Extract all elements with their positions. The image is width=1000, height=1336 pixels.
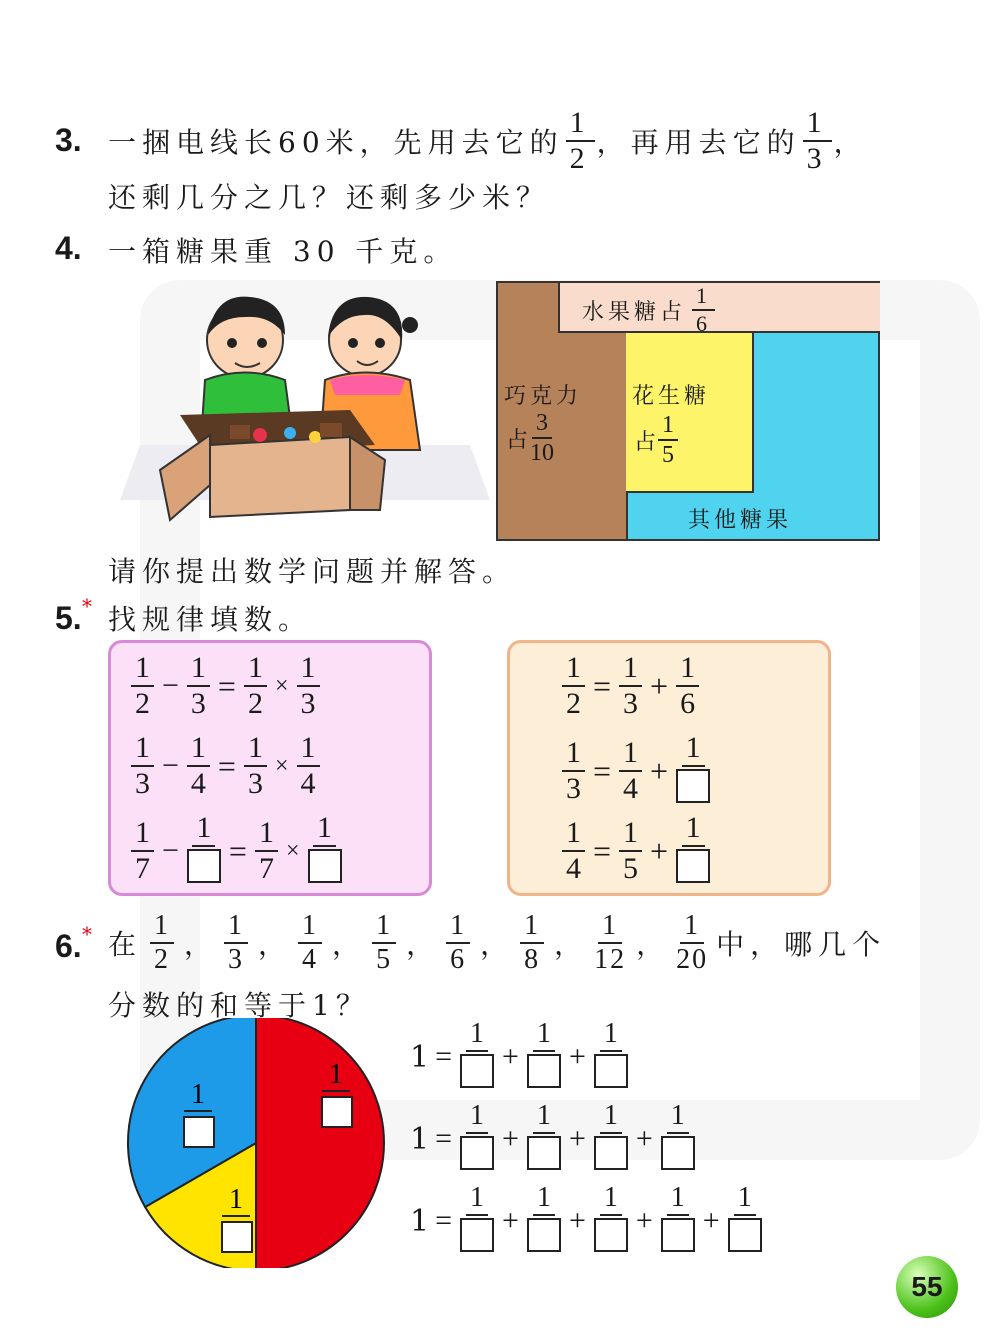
page-number-badge: 55 [896, 1256, 958, 1318]
fraction: $\frac{1}{4}$ [619, 738, 642, 804]
fraction-blank[interactable]: 1 [661, 1102, 695, 1176]
q5-star: * [82, 594, 92, 618]
plus-sign: + [635, 1122, 653, 1155]
fraction-option: $\frac{1}{3}$ [224, 912, 248, 974]
equals-sign: = [593, 667, 612, 704]
q3-frac-third: $\frac{1}{3}$ [803, 108, 832, 174]
fraction: $\frac{1}{2}$ [562, 653, 585, 719]
plus-sign: + [650, 752, 669, 789]
plus-sign: + [650, 832, 669, 869]
comma: ， [636, 928, 667, 961]
equals-sign: = [435, 1122, 453, 1155]
pie-slice-label: 1 [191, 1079, 205, 1110]
fraction-option: $\frac{1}{2}$ [150, 912, 174, 974]
equals-sign: = [435, 1204, 453, 1237]
fraction-option: $\frac{1}{4}$ [298, 912, 322, 974]
equation-lhs: 1 [410, 1039, 430, 1075]
fraction: $\frac{1}{4}$ [562, 818, 585, 884]
equation-lhs: 1 [410, 1121, 430, 1157]
fraction-option: $\frac{1}{5}$ [372, 912, 396, 974]
fraction-blank[interactable]: 1 [460, 1184, 494, 1258]
q5-right-row [560, 813, 712, 889]
plus-sign: + [502, 1204, 519, 1237]
sum-equation [410, 1184, 764, 1258]
other-candy-label: 其他糖果 [688, 508, 793, 533]
equals-sign: = [435, 1040, 453, 1073]
answer-box[interactable] [322, 1097, 352, 1127]
comma: ， [480, 928, 511, 961]
q3-line2: 还剩几分之几？还剩多少米？ [108, 181, 551, 214]
times-sign: × [274, 672, 289, 699]
fraction: $\frac{1}{3}$ [619, 653, 642, 719]
chocolate-label: 巧克力 [504, 384, 583, 409]
fraction-option: $\frac{1}{6}$ [446, 912, 470, 974]
peanut-candy-fraction: 占 $\frac{1}{5}$ [634, 413, 680, 467]
comma: ， [406, 928, 437, 961]
q6-line1: 在 $\frac{1}{2}$ ， $\frac{1}{3}$ ， $\frac{1}{4}$ ， $\frac{1}{5}$ ， $\frac{1}{6}$ ， $\frac{1}{8}$ ， $\frac{1}{12}$ ， $\frac{1}{20}$ 中，哪几个 [108, 910, 887, 975]
equals-sign: = [228, 832, 247, 869]
q5-left-row [129, 653, 322, 719]
fraction: $\frac{1}{4}$ [297, 733, 320, 799]
fraction: $\frac{1}{3}$ [297, 653, 320, 719]
plus-sign: + [568, 1204, 586, 1237]
fraction: $\frac{1}{5}$ [619, 818, 642, 884]
plus-sign: + [568, 1122, 586, 1155]
q5-number: 5. [55, 600, 82, 636]
pie-slice-label: 1 [329, 1059, 343, 1090]
comma: ， [258, 928, 289, 961]
times-sign: × [285, 837, 300, 864]
fraction-pie-chart [120, 1018, 392, 1268]
fraction-blank[interactable]: 1 [460, 1020, 494, 1094]
plus-sign: + [635, 1204, 653, 1237]
comma: ， [184, 928, 215, 961]
q4-number: 4. [55, 230, 82, 266]
equals-sign: = [593, 832, 612, 869]
plus-sign: + [502, 1122, 519, 1155]
q3-text-b: ，再用去它的 [596, 126, 801, 159]
candy-composition-diagram [496, 281, 880, 541]
q4-prompt: 请你提出数学问题并解答。 [108, 555, 517, 588]
times-sign: × [274, 752, 289, 779]
pie-slice [256, 1018, 384, 1268]
q3-text-a: 一捆电线长60米，先用去它的 [108, 126, 564, 159]
fraction-option: $\frac{1}{20}$ [676, 910, 709, 975]
q5-right-row [560, 653, 701, 719]
equals-sign: = [217, 747, 236, 784]
fraction: $\frac{1}{7}$ [131, 818, 154, 884]
fraction: $\frac{1}{2}$ [244, 653, 267, 719]
minus-sign: − [162, 749, 179, 782]
fraction-option: $\frac{1}{12}$ [594, 910, 627, 975]
fraction-blank[interactable]: 1 [728, 1184, 762, 1258]
comma: ， [554, 928, 585, 961]
plus-sign: + [650, 667, 669, 704]
peanut-candy-label: 花生糖 [632, 384, 711, 409]
q6-line2: 分数的和等于1？ [108, 989, 370, 1022]
fraction: $\frac{1}{3}$ [187, 653, 210, 719]
fraction[interactable]: 1 [308, 813, 342, 889]
sum-equation [410, 1102, 697, 1176]
equals-sign: = [593, 752, 612, 789]
q6-star: * [82, 922, 92, 946]
fraction: $\frac{1}{2}$ [131, 653, 154, 719]
answer-box[interactable] [184, 1117, 214, 1147]
equation-lhs: 1 [410, 1203, 430, 1239]
fraction: $\frac{1}{6}$ [676, 653, 699, 719]
kids-candy-box-illustration [120, 285, 490, 525]
sum-equation [410, 1020, 630, 1094]
fraction: $\frac{1}{3}$ [131, 733, 154, 799]
fraction-blank[interactable]: 1 [460, 1102, 494, 1176]
fraction-blank[interactable]: 1 [527, 1102, 561, 1176]
chocolate-fraction: 占 $\frac{3}{10}$ [506, 410, 555, 466]
fraction-blank[interactable]: 1 [661, 1184, 695, 1258]
plus-sign: + [502, 1040, 519, 1073]
fraction[interactable]: 1 [676, 733, 710, 809]
q3-number: 3. [55, 122, 82, 158]
fraction[interactable]: 1 [187, 813, 221, 889]
q5-right-panel [507, 640, 831, 896]
minus-sign: − [162, 669, 179, 702]
answer-box[interactable] [222, 1222, 252, 1252]
q3-frac-half: $\frac{1}{2}$ [566, 108, 595, 174]
plus-sign: + [568, 1040, 586, 1073]
fraction[interactable]: 1 [676, 813, 710, 889]
fruit-candy-label: 水果糖占 $\frac{1}{6}$ [582, 285, 717, 335]
q4-text: 一箱糖果重 30 千克。 [108, 235, 458, 268]
q5-text: 找规律填数。 [108, 603, 313, 636]
pie-slice-label: 1 [229, 1184, 243, 1215]
fraction-option: $\frac{1}{8}$ [520, 912, 544, 974]
q5-right-row [560, 733, 712, 809]
plus-sign: + [702, 1204, 720, 1237]
q5-left-row [129, 733, 322, 799]
fraction: $\frac{1}{3}$ [244, 733, 267, 799]
minus-sign: − [162, 834, 179, 867]
comma: ， [332, 928, 363, 961]
fraction: $\frac{1}{3}$ [562, 738, 585, 804]
q6-number: 6. [55, 928, 82, 964]
fraction-blank[interactable]: 1 [594, 1020, 628, 1094]
fraction-blank[interactable]: 1 [594, 1102, 628, 1176]
q5-left-row [129, 813, 344, 889]
fraction: $\frac{1}{7}$ [255, 818, 278, 884]
equals-sign: = [217, 667, 236, 704]
q3-text-c: ， [833, 126, 868, 159]
fraction-blank[interactable]: 1 [594, 1184, 628, 1258]
fraction: $\frac{1}{4}$ [187, 733, 210, 799]
fraction-blank[interactable]: 1 [527, 1184, 561, 1258]
q5-left-panel [108, 640, 432, 896]
fraction-blank[interactable]: 1 [527, 1020, 561, 1094]
q3-line1 [108, 108, 868, 174]
